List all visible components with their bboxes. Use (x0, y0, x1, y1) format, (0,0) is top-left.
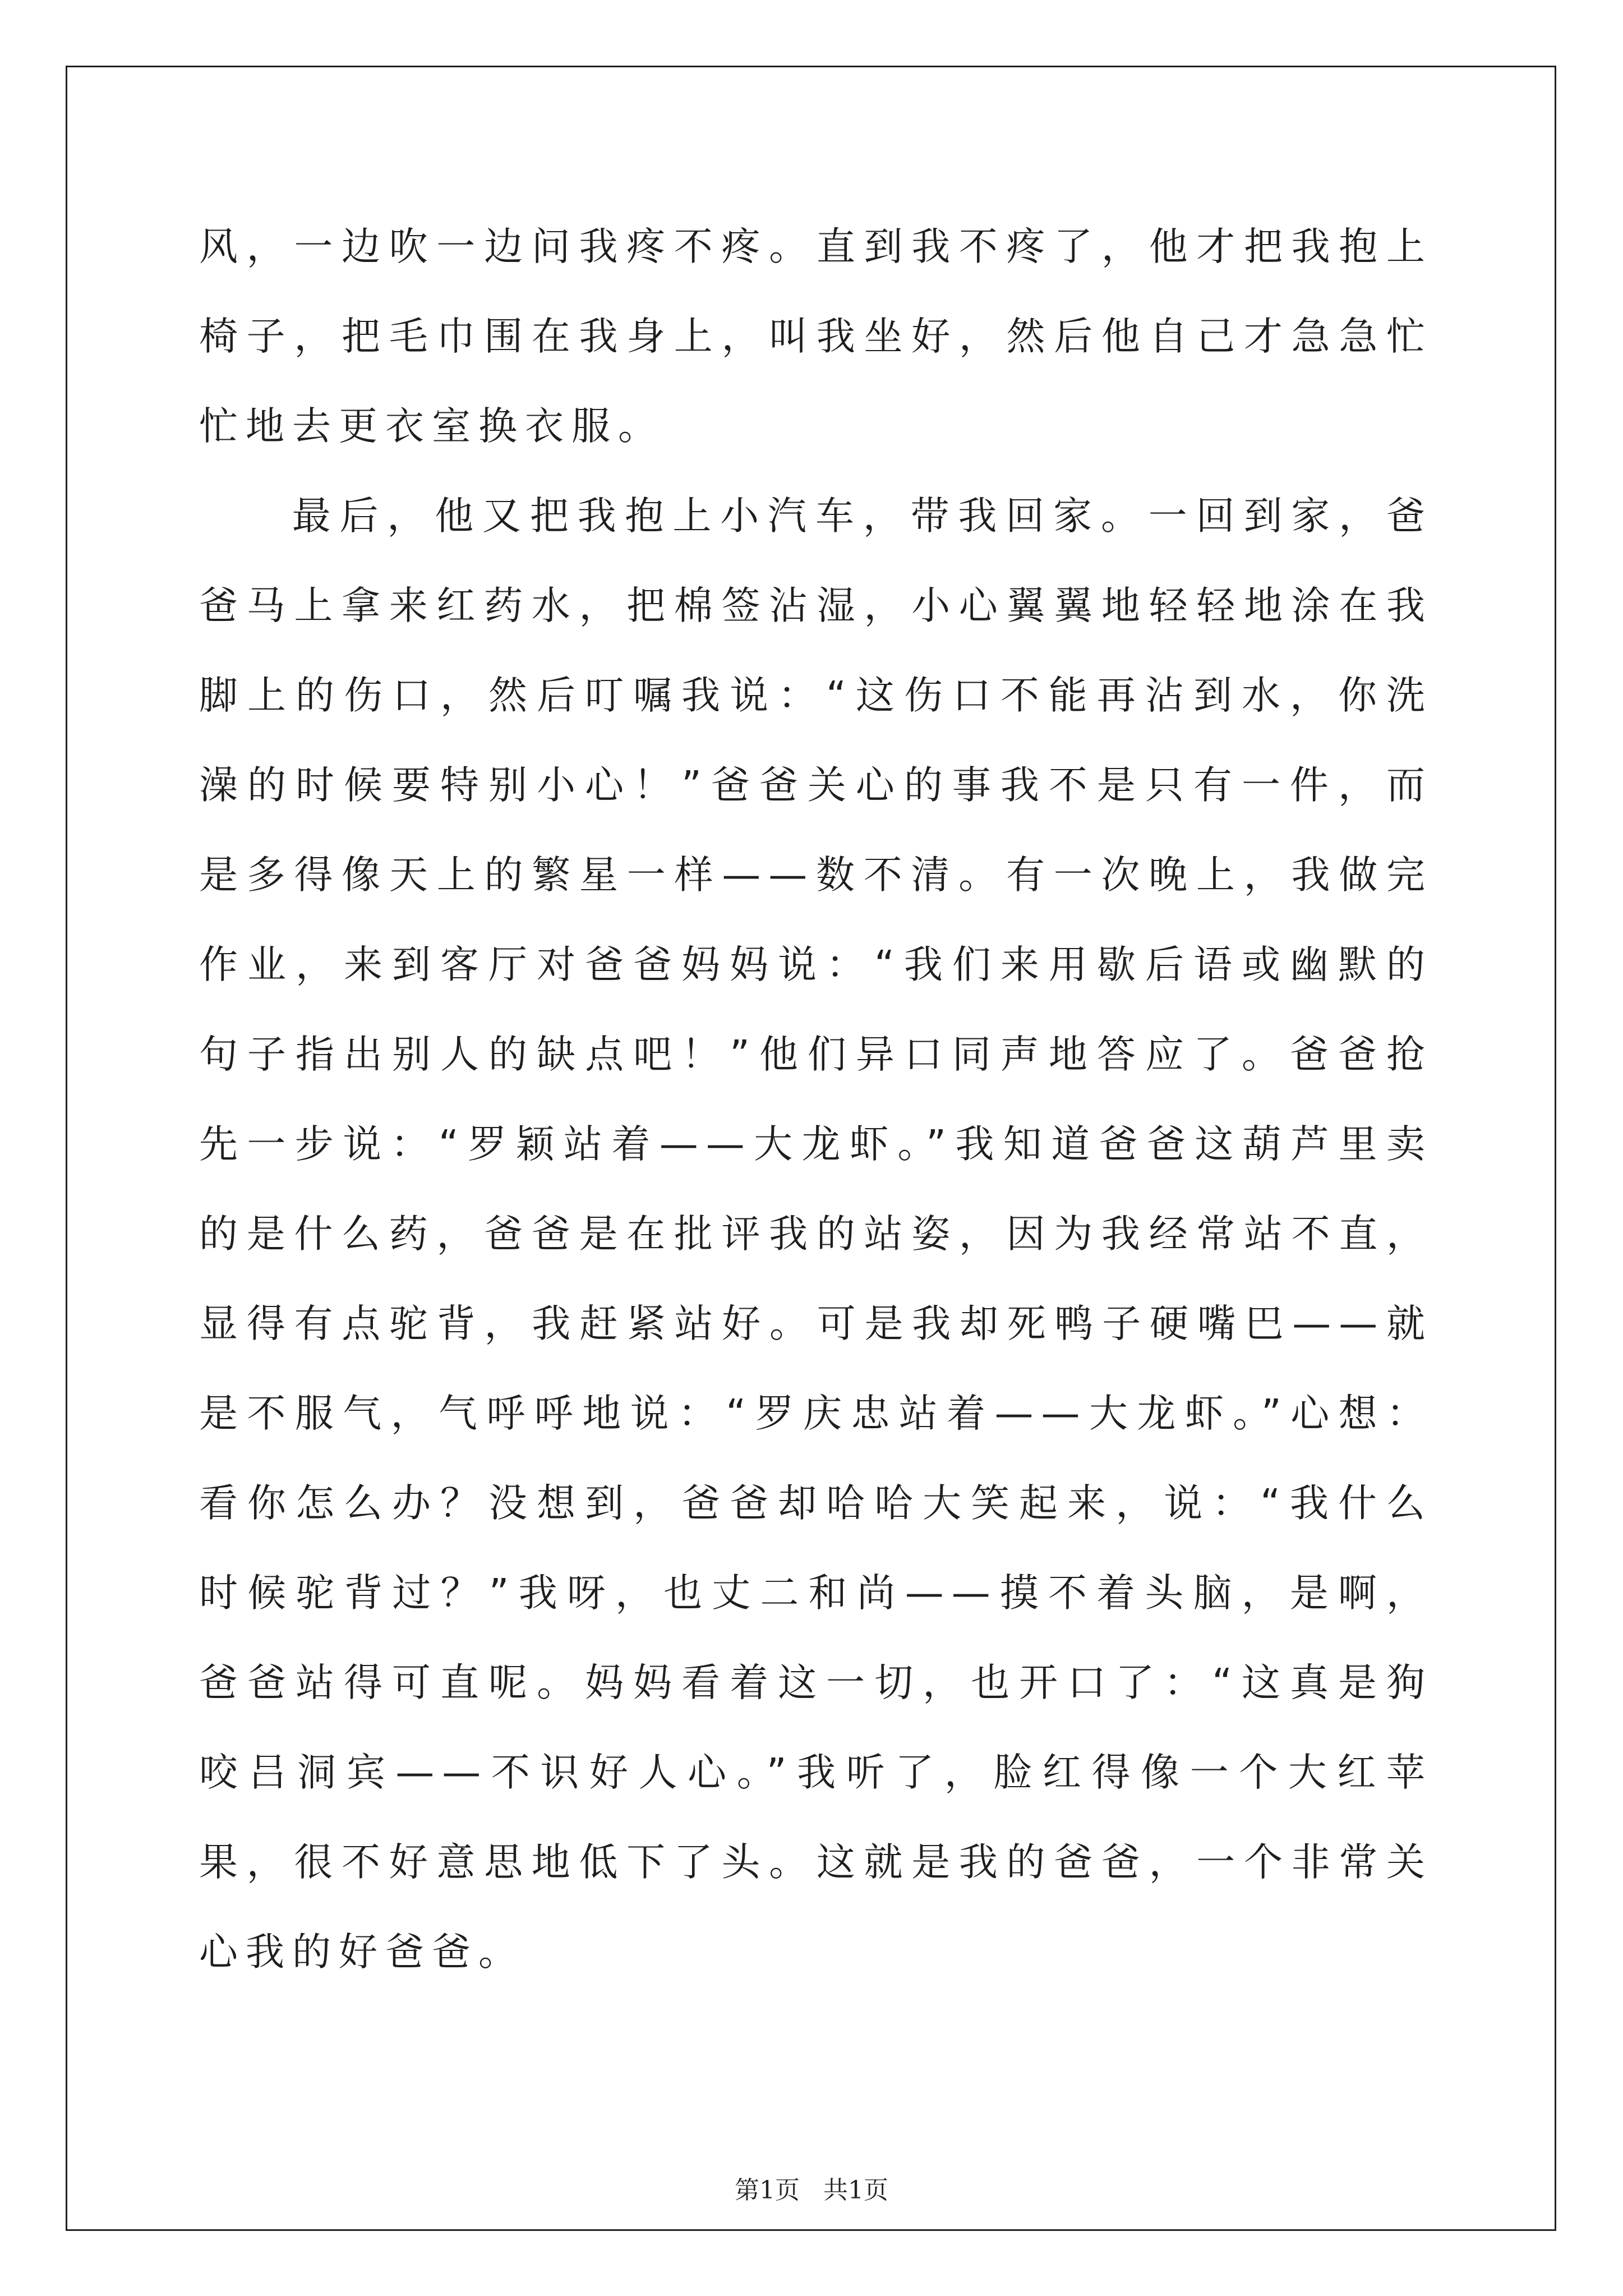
document-body (199, 202, 1433, 1997)
page-footer (0, 2170, 1623, 2206)
page-number: 第1页 (735, 2176, 800, 2205)
paragraph-2: 最后，他又把我抱上小汽车，带我回家。一回到家，爸爸马上拿来红药水，把棉签沾湿，小心翼翼地轻轻地涂在我脚上的伤口，然后叮嘱我说：“这伤口不能再沾到水，你洗澡的时候要特别小心！”爸爸关心的事我不是只有一件，而是多得像天上的繁星一样——数不清。有一次晚上，我做完作业，来到客厅对爸爸妈妈说：“我们来用歇后语或幽默的句子指出别人的缺点吧！”他们异口同声地答应了。爸爸抢先一步说：“罗颖站着——大龙虾。”我知道爸爸这葫芦里卖的是什么药，爸爸是在批评我的站姿，因为我经常站不直，显得有点驼背，我赶紧站好。可是我却死鸭子硬嘴巴——就是不服气，气呼呼地说：“罗庆忠站着——大龙虾。”心想：看你怎么办？没想到，爸爸却哈哈大笑起来，说：“我什么时候驼背过？”我呀，也丈二和尚——摸不着头脑，是啊，爸爸站得可直呢。妈妈看着这一切，也开口了：“这真是狗咬吕洞宾——不识好人心。”我听了，脸红得像一个大红苹果，很不好意思地低下了头。这就是我的爸爸，一个非常关心我的好爸爸。 (199, 494, 1433, 1975)
paragraph-1: 风，一边吹一边问我疼不疼。直到我不疼了，他才把我抱上椅子，把毛巾围在我身上，叫我坐好，然后他自己才急急忙忙地去更衣室换衣服。 (199, 224, 1433, 449)
page-total: 共1页 (823, 2176, 888, 2205)
